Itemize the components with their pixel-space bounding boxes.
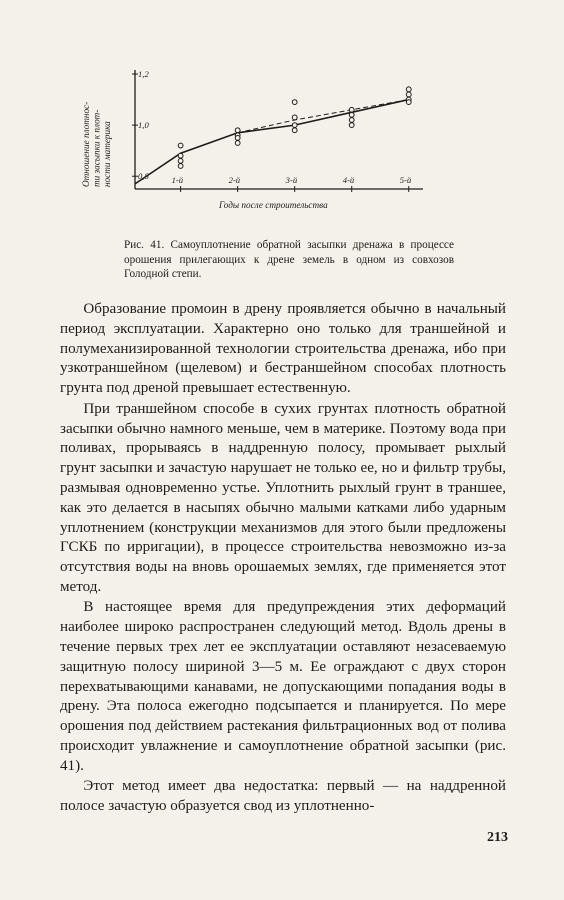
paragraph: Этот метод имеет два недостатка: первый — на наддренной полосе зачастую образуется свод из уплотненно- (60, 778, 506, 815)
x-tick-label: 1-й (171, 175, 184, 185)
y-axis-label-line: ности материка (102, 121, 112, 187)
data-point (292, 115, 297, 120)
data-point (406, 87, 411, 92)
data-point (349, 112, 354, 117)
chart (78, 62, 438, 222)
body-text (60, 300, 506, 818)
data-point (235, 141, 240, 146)
series-line-solid (135, 100, 409, 184)
data-point (406, 92, 411, 97)
y-axis-label-line: Отношение плотнос- (81, 101, 91, 187)
data-point (178, 143, 183, 148)
data-point (292, 128, 297, 133)
data-point (349, 118, 354, 123)
paragraph: При траншейном способе в сухих грунтах плотность обратной засыпки обычно намного меньше, чем в материке. Поэтому вода при поливах, прорываясь в наддренную полосу, промывает рыхлый грунт засыпки и зачастую нарушает не только ее, но и фильтр трубы, размывая одновременно устье. Уплотнить рыхлый грунт в траншее, как это делается в насыпях обычно малыми катками либо ударным уплотнением (конструкции механизмов для этого были предложены ГСКБ по ирригации), в процессе строительства невозможно из-за отсутствия воды на вновь орошаемых землях, где применяется этот метод. (60, 400, 506, 595)
x-tick-label: 4-й (342, 175, 355, 185)
y-tick-label: 1,2 (138, 69, 149, 79)
data-point (178, 164, 183, 169)
data-point (406, 100, 411, 105)
x-tick-label: 5-й (399, 175, 412, 185)
y-tick-label: 0,8 (138, 171, 149, 182)
data-point (235, 128, 240, 133)
x-tick-label: 2-й (228, 175, 241, 185)
figure-41 (78, 62, 438, 222)
page-number: 213 (487, 830, 508, 845)
data-point (178, 158, 183, 163)
paragraph: В настоящее время для предупреждения этих деформаций наиболее широко распространен следующий метод. Вдоль дрены в течение первых трех лет ее эксплуатации оставляют незасеваемую защитную полосу шириной 3—5 м. Ее ограждают с двух сторон перехватывающими канавами, не допускающими попадания воды в дрену. Эта полоса ежегодно подсыпается и планируется. По мере орошения под действием растекания фильтрационных вод от полива происходит увлажнение и самоуплотнение обратной засыпки (рис. 41). (60, 599, 506, 774)
x-axis-label: Годы после строительства (219, 200, 328, 210)
data-point (292, 123, 297, 128)
data-point (349, 123, 354, 128)
x-tick-label: 3-й (285, 175, 298, 185)
data-point (349, 107, 354, 112)
series-line-dashed (238, 100, 409, 133)
figure-caption: Рис. 41. Самоуплотнение обратной засыпки дренажа в процессе орошения прилегающих к дрене земель в одном из совхозов Голодной степи. (124, 239, 454, 281)
data-point (235, 135, 240, 140)
data-point (178, 153, 183, 158)
y-tick-label: 1,0 (138, 120, 149, 131)
y-axis-label-line: ти засыпки к плот- (91, 109, 102, 187)
data-point (292, 100, 297, 105)
paragraph: Образование промоин в дрену проявляется обычно в начальный период эксплуатации. Характерно оно только для траншейной и полумеханизированной технологии строительства дренажа, ибо при узкотраншейном (щелевом) и бестраншейном способах плотность грунта под дреной превышает естественную. (60, 301, 506, 397)
